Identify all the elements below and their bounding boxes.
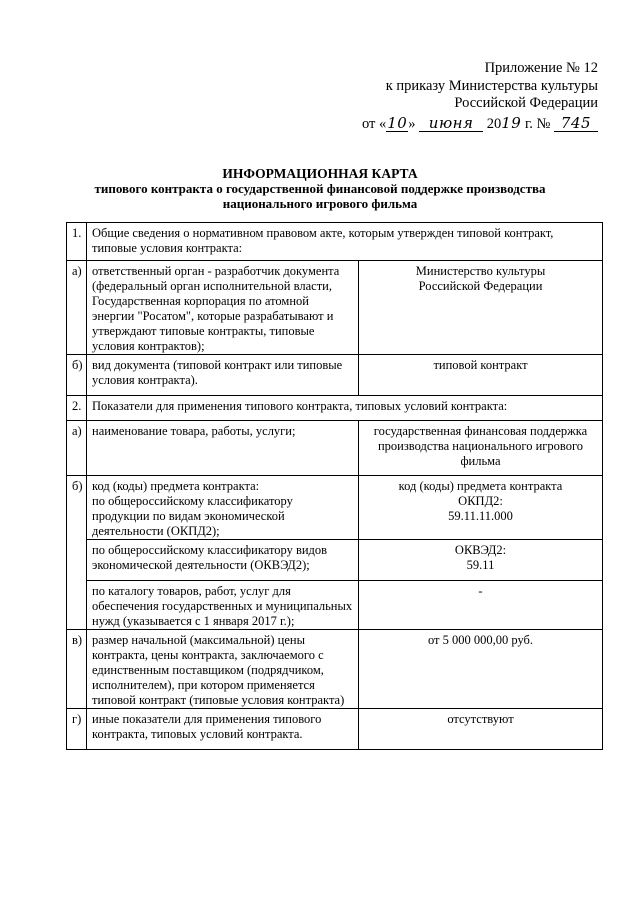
date-prefix: от « [361, 115, 387, 132]
appendix-number: Приложение № 12 [484, 60, 598, 76]
info-card-table [66, 222, 603, 750]
row-value: типовой контракт [359, 355, 603, 396]
row-value: отсутствуют [359, 709, 603, 750]
row-label: по каталогу товаров, работ, услуг для обеспечения государственных и муниципальных нужд (указывается с 1 января 2017 г.); [87, 581, 359, 630]
date-mid: » [408, 115, 416, 132]
table-row [67, 223, 603, 261]
value-line: Министерство культуры [415, 264, 546, 278]
row-number: а) [67, 261, 87, 355]
title-line-2: типового контракта о государственной финансовой поддержке производства [94, 181, 546, 196]
row-value: государственная финансовая поддержка производства национального игрового фильма [359, 421, 603, 476]
row-label: размер начальной (максимальной) цены контракта, цены контракта, заключаемого с единственным поставщиком (подрядчиком, исполнителем), при котором применяется типовой контракт (типовые условия контракта) [87, 630, 359, 709]
value-line: 59.11 [466, 558, 495, 572]
value-line: 59.11.11.000 [448, 509, 513, 523]
table-row [67, 261, 603, 355]
table-row [67, 476, 603, 540]
row-number: б) [67, 355, 87, 396]
row-number: в) [67, 630, 87, 709]
section-heading: Общие сведения о нормативном правовом акте, которым утвержден типовой контракт, типовые условия контракта: [87, 223, 603, 261]
date-year-handwritten: 19 [501, 113, 522, 132]
row-value [359, 476, 603, 540]
row-number: б) [67, 476, 87, 630]
row-label: ответственный орган - разработчик документа (федеральный орган исполнительной власти, Государственная корпорация по атомной энергии "Росатом", которые разрабатывают и утверждают типовые контракты, типовые условия контрактов); [87, 261, 359, 355]
row-label [87, 476, 359, 540]
row-label: иные показатели для применения типового контракта, типовых условий контракта. [87, 709, 359, 750]
date-year-prefix: 20 [486, 115, 502, 132]
label-line: по общероссийскому классификатору продукции по видам экономической деятельности (ОКПД2); [92, 494, 293, 538]
table-row [67, 396, 603, 421]
row-label: наименование товара, работы, услуги; [87, 421, 359, 476]
document-header [362, 60, 598, 133]
row-number: 2. [67, 396, 87, 421]
title-line-1: ИНФОРМАЦИОННАЯ КАРТА [222, 166, 418, 181]
date-suffix: г. № [524, 115, 551, 132]
row-value: - [359, 581, 603, 630]
ministry-country: Российской Федерации [454, 95, 598, 111]
value-line: код (коды) предмета контракта [398, 479, 563, 493]
table-row [67, 630, 603, 709]
row-value: от 5 000 000,00 руб. [359, 630, 603, 709]
value-line: ОКПД2: [458, 494, 503, 508]
table-row [67, 355, 603, 396]
row-number: г) [67, 709, 87, 750]
value-line: ОКВЭД2: [454, 543, 507, 557]
date-month-handwritten: июня [419, 116, 483, 132]
table-row [67, 581, 603, 630]
date-day-handwritten: 10 [387, 113, 408, 132]
row-label: по общероссийскому классификатору видов экономической деятельности (ОКВЭД2); [87, 540, 359, 581]
value-line: Российской Федерации [418, 279, 543, 293]
title-line-3: национального игрового фильма [222, 196, 418, 211]
table-row [67, 540, 603, 581]
section-heading: Показатели для применения типового контракта, типовых условий контракта: [87, 396, 603, 421]
table-row [67, 709, 603, 750]
row-number: 1. [67, 223, 87, 261]
row-number: а) [67, 421, 87, 476]
label-line: код (коды) предмета контракта: [92, 479, 260, 493]
row-value [359, 261, 603, 355]
order-number-handwritten: 745 [554, 116, 598, 132]
document-title [0, 166, 640, 211]
table-row [67, 421, 603, 476]
order-date-line [362, 115, 598, 134]
order-reference: к приказу Министерства культуры [385, 77, 598, 94]
row-label: вид документа (типовой контракт или типовые условия контракта). [87, 355, 359, 396]
row-value [359, 540, 603, 581]
